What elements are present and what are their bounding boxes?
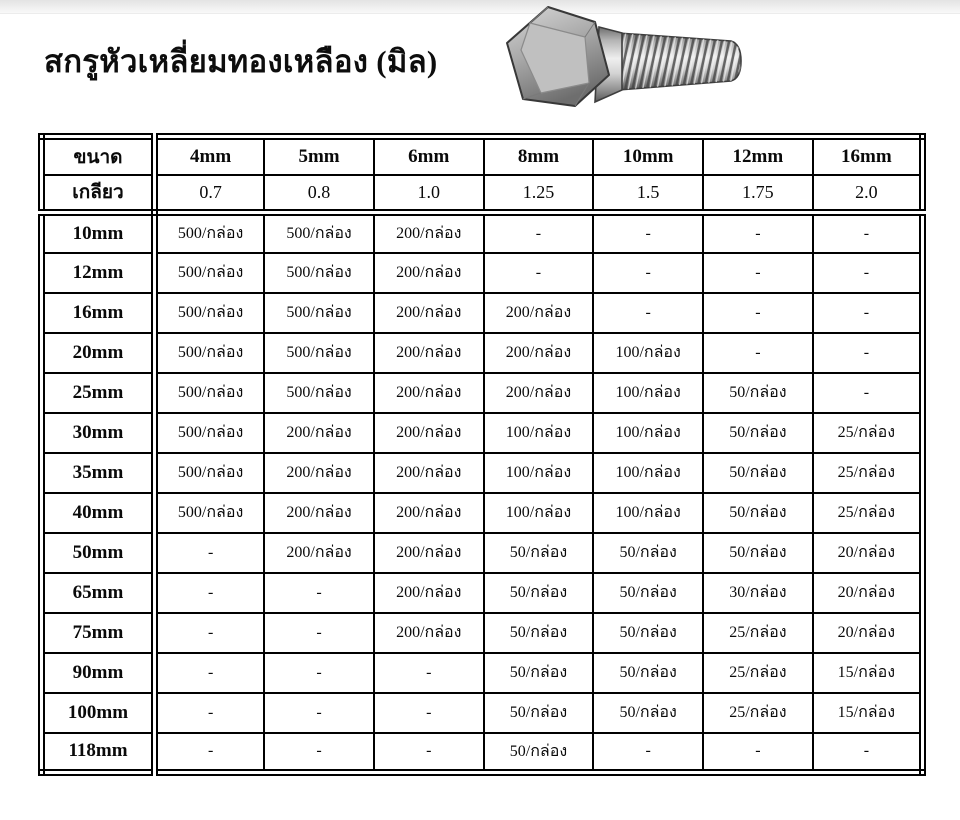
quantity-cell: 100/กล่อง xyxy=(484,453,594,493)
table-row xyxy=(42,613,923,653)
quantity-cell: 50/กล่อง xyxy=(484,573,594,613)
column-header: 4mm xyxy=(155,137,265,175)
top-gradient-band xyxy=(0,0,960,14)
quantity-cell: 100/กล่อง xyxy=(593,413,703,453)
quantity-cell: 50/กล่อง xyxy=(593,533,703,573)
table-row xyxy=(42,333,923,373)
table-header xyxy=(42,137,923,213)
quantity-cell: - xyxy=(155,653,265,693)
quantity-cell: 100/กล่อง xyxy=(593,333,703,373)
pitch-header-label: เกลียว xyxy=(42,175,155,213)
quantity-cell: - xyxy=(264,613,374,653)
hex-bolt-image xyxy=(498,3,746,114)
quantity-cell: 50/กล่อง xyxy=(593,613,703,653)
table-row xyxy=(42,733,923,773)
quantity-cell: 20/กล่อง xyxy=(813,533,923,573)
pitch-value: 0.7 xyxy=(155,175,265,213)
quantity-cell: 200/กล่อง xyxy=(374,613,484,653)
quantity-cell: 200/กล่อง xyxy=(374,413,484,453)
quantity-cell: - xyxy=(703,733,813,773)
quantity-cell: 15/กล่อง xyxy=(813,653,923,693)
pitch-value: 1.0 xyxy=(374,175,484,213)
quantity-cell: - xyxy=(155,693,265,733)
quantity-cell: 500/กล่อง xyxy=(155,293,265,333)
quantity-cell: 50/กล่อง xyxy=(484,733,594,773)
quantity-cell: - xyxy=(484,253,594,293)
quantity-cell: 200/กล่อง xyxy=(484,293,594,333)
table-row xyxy=(42,253,923,293)
quantity-cell: 25/กล่อง xyxy=(703,693,813,733)
column-header: 8mm xyxy=(484,137,594,175)
quantity-cell: 50/กล่อง xyxy=(484,653,594,693)
quantity-cell: 100/กล่อง xyxy=(593,493,703,533)
quantity-cell: - xyxy=(703,293,813,333)
row-header: 65mm xyxy=(42,573,155,613)
quantity-cell: 500/กล่อง xyxy=(155,493,265,533)
quantity-cell: - xyxy=(813,213,923,253)
table-row xyxy=(42,693,923,733)
quantity-cell: 500/กล่อง xyxy=(155,453,265,493)
screw-size-table xyxy=(38,133,926,776)
quantity-cell: 100/กล่อง xyxy=(484,413,594,453)
hex-bolt-drawing xyxy=(498,3,746,114)
quantity-cell: 50/กล่อง xyxy=(703,533,813,573)
quantity-cell: - xyxy=(703,253,813,293)
quantity-cell: 500/กล่อง xyxy=(155,333,265,373)
quantity-cell: 200/กล่อง xyxy=(374,333,484,373)
quantity-cell: 200/กล่อง xyxy=(374,253,484,293)
row-header: 118mm xyxy=(42,733,155,773)
row-header: 90mm xyxy=(42,653,155,693)
quantity-cell: 30/กล่อง xyxy=(703,573,813,613)
table-row xyxy=(42,213,923,253)
quantity-cell: 200/กล่อง xyxy=(264,453,374,493)
size-header-label: ขนาด xyxy=(42,137,155,175)
table-row xyxy=(42,573,923,613)
quantity-cell: - xyxy=(155,533,265,573)
table-row xyxy=(42,293,923,333)
quantity-cell: 200/กล่อง xyxy=(374,213,484,253)
quantity-cell: - xyxy=(264,693,374,733)
table-row xyxy=(42,413,923,453)
row-header: 30mm xyxy=(42,413,155,453)
quantity-cell: - xyxy=(813,333,923,373)
quantity-cell: 500/กล่อง xyxy=(155,213,265,253)
quantity-cell: 200/กล่อง xyxy=(264,533,374,573)
quantity-cell: - xyxy=(155,613,265,653)
quantity-cell: 100/กล่อง xyxy=(593,373,703,413)
quantity-cell: - xyxy=(593,733,703,773)
pitch-value: 1.25 xyxy=(484,175,594,213)
quantity-cell: 200/กล่อง xyxy=(264,413,374,453)
quantity-cell: 200/กล่อง xyxy=(484,373,594,413)
quantity-cell: 500/กล่อง xyxy=(264,333,374,373)
quantity-cell: - xyxy=(813,253,923,293)
quantity-cell: 25/กล่อง xyxy=(813,493,923,533)
quantity-cell: 25/กล่อง xyxy=(813,453,923,493)
quantity-cell: - xyxy=(703,213,813,253)
quantity-cell: - xyxy=(264,653,374,693)
row-header: 25mm xyxy=(42,373,155,413)
quantity-cell: - xyxy=(155,733,265,773)
column-header: 16mm xyxy=(813,137,923,175)
quantity-cell: 50/กล่อง xyxy=(703,373,813,413)
pitch-row xyxy=(42,175,923,213)
row-header: 50mm xyxy=(42,533,155,573)
column-header: 5mm xyxy=(264,137,374,175)
quantity-cell: 50/กล่อง xyxy=(703,413,813,453)
quantity-cell: 200/กล่อง xyxy=(374,493,484,533)
quantity-cell: 200/กล่อง xyxy=(374,293,484,333)
table-row xyxy=(42,373,923,413)
quantity-cell: 50/กล่อง xyxy=(484,693,594,733)
quantity-cell: 50/กล่อง xyxy=(593,693,703,733)
row-header: 16mm xyxy=(42,293,155,333)
column-header: 6mm xyxy=(374,137,484,175)
quantity-cell: 100/กล่อง xyxy=(593,453,703,493)
quantity-cell: 500/กล่อง xyxy=(264,213,374,253)
quantity-cell: 200/กล่อง xyxy=(374,573,484,613)
quantity-cell: 500/กล่อง xyxy=(264,373,374,413)
row-header: 12mm xyxy=(42,253,155,293)
pitch-value: 0.8 xyxy=(264,175,374,213)
quantity-cell: 200/กล่อง xyxy=(484,333,594,373)
table-row xyxy=(42,493,923,533)
quantity-cell: 200/กล่อง xyxy=(374,533,484,573)
table-row xyxy=(42,533,923,573)
quantity-cell: 50/กล่อง xyxy=(484,533,594,573)
table-body xyxy=(42,213,923,773)
quantity-cell: 25/กล่อง xyxy=(703,653,813,693)
quantity-cell: 200/กล่อง xyxy=(264,493,374,533)
quantity-cell: - xyxy=(264,573,374,613)
quantity-cell: 200/กล่อง xyxy=(374,373,484,413)
row-header: 40mm xyxy=(42,493,155,533)
table-row xyxy=(42,653,923,693)
quantity-cell: - xyxy=(593,293,703,333)
row-header: 35mm xyxy=(42,453,155,493)
quantity-cell: 50/กล่อง xyxy=(593,653,703,693)
quantity-cell: 25/กล่อง xyxy=(813,413,923,453)
quantity-cell: - xyxy=(264,733,374,773)
quantity-cell: 500/กล่อง xyxy=(155,413,265,453)
pitch-value: 1.5 xyxy=(593,175,703,213)
quantity-cell: 500/กล่อง xyxy=(264,293,374,333)
quantity-cell: 50/กล่อง xyxy=(703,453,813,493)
quantity-cell: - xyxy=(813,733,923,773)
page-title: สกรูหัวเหลี่ยมทองเหลือง (มิล) xyxy=(44,44,438,79)
quantity-cell: - xyxy=(374,733,484,773)
quantity-cell: 50/กล่อง xyxy=(593,573,703,613)
quantity-cell: 100/กล่อง xyxy=(484,493,594,533)
row-header: 20mm xyxy=(42,333,155,373)
pitch-value: 1.75 xyxy=(703,175,813,213)
table-row xyxy=(42,453,923,493)
quantity-cell: 500/กล่อง xyxy=(155,253,265,293)
quantity-cell: - xyxy=(484,213,594,253)
quantity-cell: - xyxy=(155,573,265,613)
quantity-cell: 500/กล่อง xyxy=(264,253,374,293)
quantity-cell: - xyxy=(703,333,813,373)
quantity-cell: 20/กล่อง xyxy=(813,613,923,653)
row-header: 10mm xyxy=(42,213,155,253)
quantity-cell: 200/กล่อง xyxy=(374,453,484,493)
quantity-cell: 50/กล่อง xyxy=(703,493,813,533)
quantity-cell: - xyxy=(593,213,703,253)
quantity-cell: - xyxy=(374,693,484,733)
quantity-cell: - xyxy=(593,253,703,293)
quantity-cell: - xyxy=(374,653,484,693)
column-header: 12mm xyxy=(703,137,813,175)
quantity-cell: 15/กล่อง xyxy=(813,693,923,733)
column-header: 10mm xyxy=(593,137,703,175)
quantity-cell: - xyxy=(813,293,923,333)
size-header-row xyxy=(42,137,923,175)
quantity-cell: 20/กล่อง xyxy=(813,573,923,613)
quantity-cell: - xyxy=(813,373,923,413)
row-header: 100mm xyxy=(42,693,155,733)
quantity-cell: 500/กล่อง xyxy=(155,373,265,413)
quantity-cell: 25/กล่อง xyxy=(703,613,813,653)
pitch-value: 2.0 xyxy=(813,175,923,213)
quantity-cell: 50/กล่อง xyxy=(484,613,594,653)
row-header: 75mm xyxy=(42,613,155,653)
